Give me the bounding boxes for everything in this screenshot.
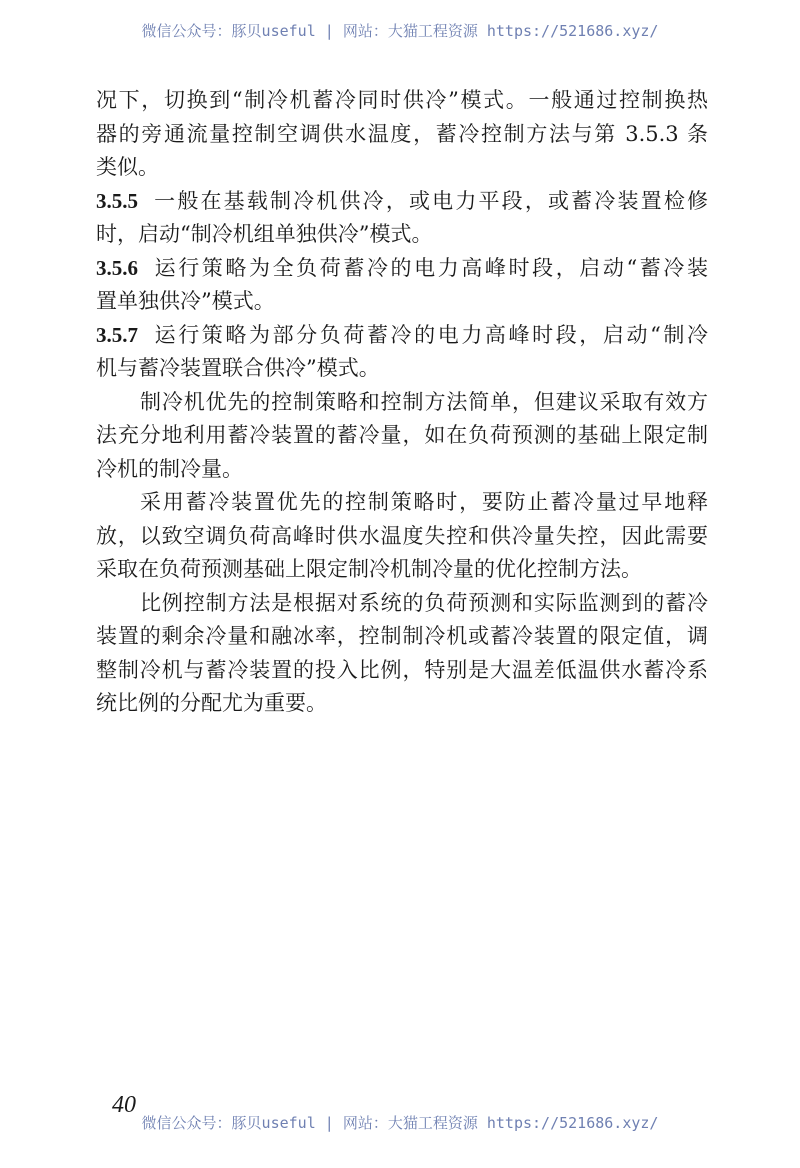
line-text: 置单独供冷”模式。	[96, 289, 275, 313]
page-number: 40	[112, 1092, 136, 1118]
document-body	[96, 84, 708, 721]
watermark-header: 微信公众号：豚贝useful | 网站：大猫工程资源 https://521686.xyz/	[141, 22, 659, 40]
clause-3-5-6	[96, 252, 708, 319]
text-line	[96, 687, 708, 721]
line-text: 统比例的分配尤为重要。	[96, 691, 327, 715]
text-line	[96, 252, 708, 286]
line-text: 器的旁通流量控制空调供水温度，蓄冷控制方法与第 3.5.3 条	[96, 121, 708, 146]
line-text: 制冷机优先的控制策略和控制方法简单，但建议采取有效方	[140, 389, 708, 414]
clause-3-5-7	[96, 319, 708, 386]
text-line	[96, 352, 708, 386]
line-text: 类似。	[96, 155, 159, 179]
text-line	[96, 620, 708, 654]
clause-3-5-5	[96, 185, 708, 252]
paragraph	[96, 587, 708, 721]
line-text: 运行策略为部分负荷蓄冷的电力高峰时段，启动“制冷	[152, 322, 708, 347]
line-text: 采用蓄冷装置优先的控制策略时，要防止蓄冷量过早地释	[140, 490, 708, 514]
text-line	[96, 285, 708, 319]
text-line	[96, 587, 708, 621]
text-line	[96, 84, 708, 118]
clause-number: 3.5.5	[96, 188, 138, 213]
line-text: 比例控制方法是根据对系统的负荷预测和实际监测到的蓄冷	[140, 590, 708, 615]
line-text: 一般在基载制冷机供冷，或电力平段，或蓄冷装置检修	[152, 188, 708, 213]
watermark-footer: 微信公众号：豚贝useful | 网站：大猫工程资源 https://521686.xyz/	[141, 1114, 659, 1132]
line-text: 机与蓄冷装置联合供冷”模式。	[96, 356, 380, 380]
line-text: 冷机的制冷量。	[96, 456, 243, 481]
line-text: 采取在负荷预测基础上限定制冷机制冷量的优化控制方法。	[96, 557, 642, 581]
line-text: 装置的剩余冷量和融冰率，控制制冷机或蓄冷装置的限定值，调	[96, 624, 708, 648]
line-text: 法充分地利用蓄冷装置的蓄冷量，如在负荷预测的基础上限定制	[96, 423, 708, 447]
paragraph	[96, 386, 708, 487]
text-line	[96, 319, 708, 353]
text-line	[96, 419, 708, 453]
line-text: 况下，切换到“制冷机蓄冷同时供冷”模式。一般通过控制换热	[96, 88, 708, 112]
text-line	[96, 118, 708, 152]
clause-number: 3.5.6	[96, 255, 138, 280]
text-line	[96, 151, 708, 185]
line-text: 运行策略为全负荷蓄冷的电力高峰时段，启动“蓄冷装	[152, 255, 708, 280]
paragraph	[96, 486, 708, 587]
clause-number: 3.5.7	[96, 322, 138, 347]
line-text: 时，启动“制冷机组单独供冷”模式。	[96, 222, 433, 246]
text-line	[96, 218, 708, 252]
text-line	[96, 386, 708, 420]
text-line	[96, 654, 708, 688]
line-text: 整制冷机与蓄冷装置的投入比例，特别是大温差低温供水蓄冷系	[96, 657, 708, 682]
text-line	[96, 486, 708, 520]
paragraph	[96, 84, 708, 185]
text-line	[96, 520, 708, 554]
line-text: 放，以致空调负荷高峰时供水温度失控和供冷量失控，因此需要	[96, 523, 708, 548]
text-line	[96, 453, 708, 487]
text-line	[96, 553, 708, 587]
text-line	[96, 185, 708, 219]
